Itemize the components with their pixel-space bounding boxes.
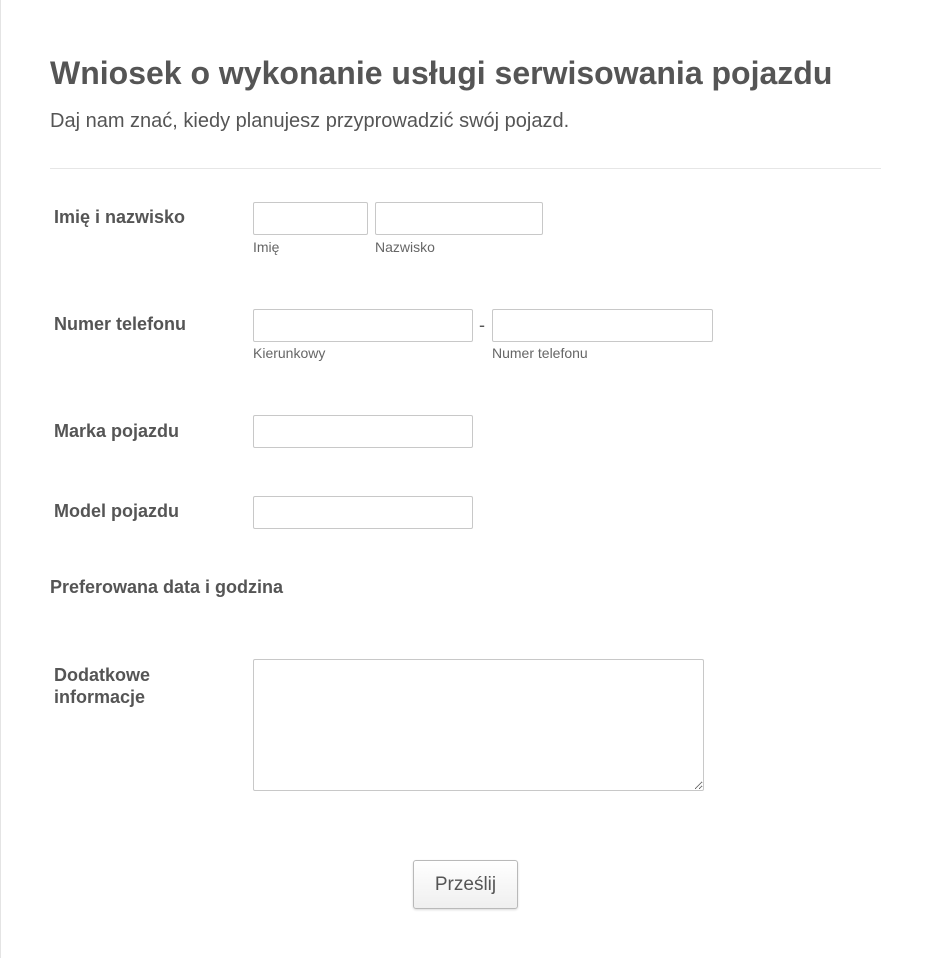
last-name-input[interactable]: [375, 202, 543, 235]
vehicle-make-input[interactable]: [253, 415, 473, 448]
phone-number-input[interactable]: [492, 309, 713, 342]
additional-info-textarea[interactable]: [253, 659, 704, 791]
phone-separator: -: [479, 315, 485, 335]
page-left-border: [0, 0, 1, 958]
area-code-input[interactable]: [253, 309, 473, 342]
form-subtitle: Daj nam znać, kiedy planujesz przyprowadzić swój pojazd.: [50, 110, 570, 132]
area-code-sublabel: Kierunkowy: [253, 345, 326, 361]
vehicle-model-input[interactable]: [253, 496, 473, 529]
submit-button[interactable]: Prześlij: [413, 860, 518, 909]
header-divider: [50, 168, 881, 169]
preferred-datetime-heading: Preferowana data i godzina: [50, 577, 284, 597]
vehicle-model-label: Model pojazdu: [54, 501, 179, 521]
vehicle-make-label: Marka pojazdu: [54, 421, 180, 441]
first-name-sublabel: Imię: [253, 239, 280, 255]
form-title: Wniosek o wykonanie usługi serwisowania pojazdu: [50, 55, 833, 91]
additional-info-label-line1: Dodatkowe: [54, 665, 151, 685]
first-name-input[interactable]: [253, 202, 368, 235]
additional-info-label-line2: informacje: [54, 687, 146, 707]
full-name-label: Imię i nazwisko: [54, 207, 186, 227]
phone-number-sublabel: Numer telefonu: [492, 345, 588, 361]
phone-label: Numer telefonu: [54, 314, 187, 334]
additional-info-label: [54, 664, 150, 708]
last-name-sublabel: Nazwisko: [375, 239, 435, 255]
